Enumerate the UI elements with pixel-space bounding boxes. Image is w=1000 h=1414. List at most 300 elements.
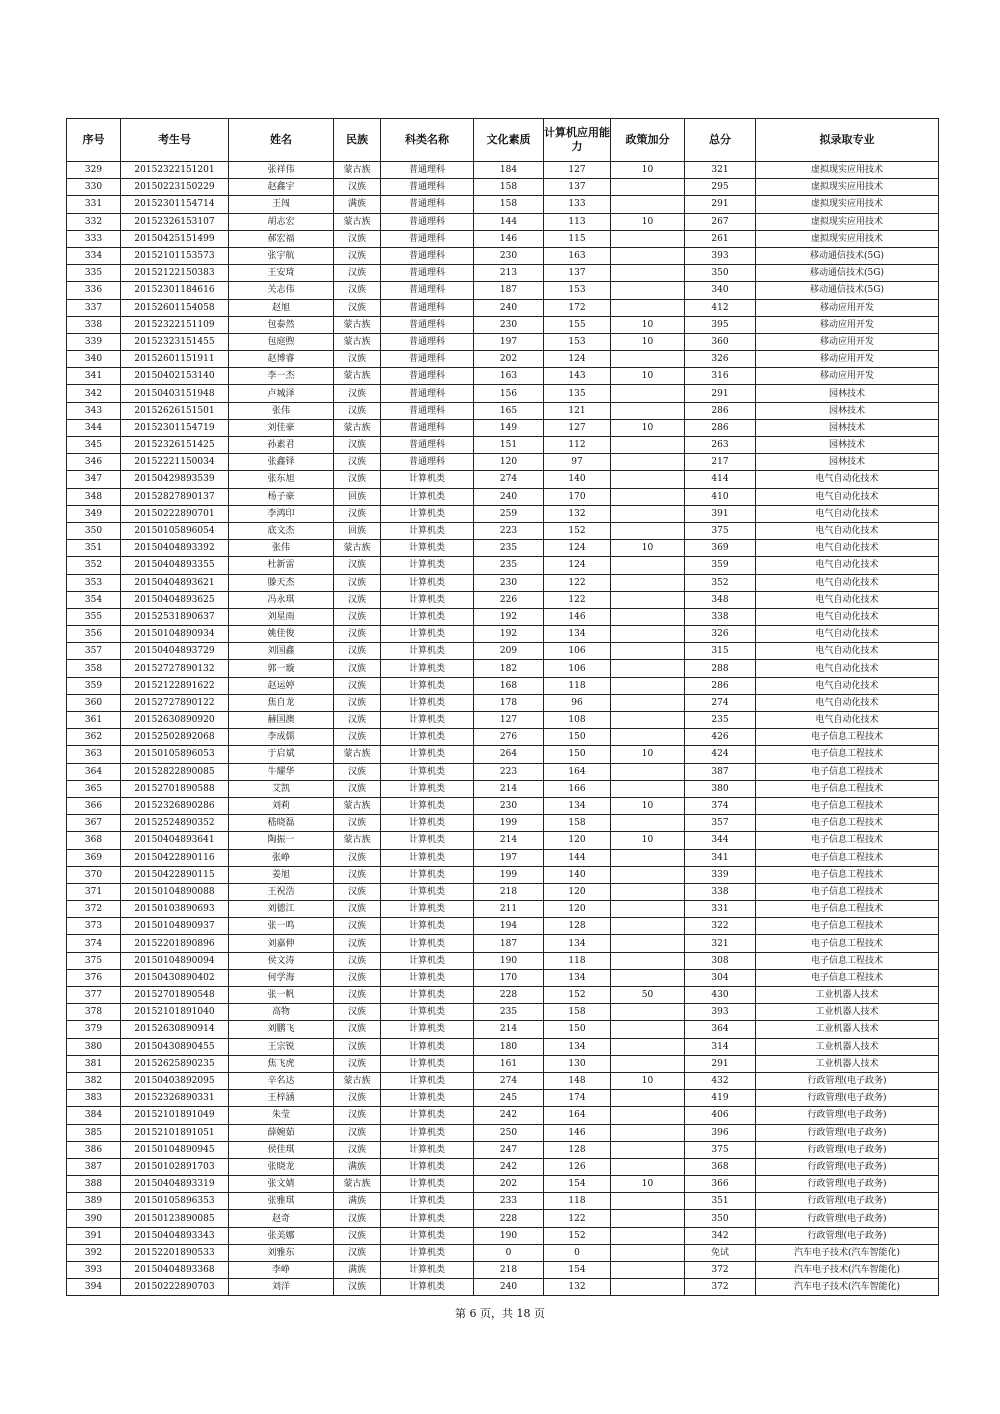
culture-score-cell: 209: [474, 643, 544, 660]
bonus-cell: [611, 402, 685, 419]
culture-score-cell: 190: [474, 952, 544, 969]
computer-score-cell: 115: [544, 230, 611, 247]
culture-score-cell: 223: [474, 763, 544, 780]
exam-number-cell: 20150403151948: [121, 385, 229, 402]
bonus-cell: [611, 1038, 685, 1055]
index-cell: 346: [67, 454, 121, 471]
bonus-cell: [611, 247, 685, 264]
computer-score-cell: 121: [544, 402, 611, 419]
index-cell: 371: [67, 883, 121, 900]
bonus-cell: [611, 1124, 685, 1141]
table-row: [67, 1055, 939, 1072]
bonus-cell: [611, 883, 685, 900]
category-cell: 计算机类: [381, 797, 474, 814]
culture-score-cell: 161: [474, 1055, 544, 1072]
culture-score-cell: 194: [474, 918, 544, 935]
table-row: [67, 952, 939, 969]
total-cell: 375: [685, 1141, 756, 1158]
table-row: [67, 505, 939, 522]
category-cell: 计算机类: [381, 1262, 474, 1279]
computer-score-cell: 170: [544, 488, 611, 505]
exam-number-cell: 20150104890945: [121, 1141, 229, 1158]
index-cell: 366: [67, 797, 121, 814]
exam-number-cell: 20152630890920: [121, 712, 229, 729]
culture-score-cell: 184: [474, 162, 544, 179]
ethnicity-cell: 汉族: [334, 591, 381, 608]
exam-number-cell: 20152502892068: [121, 729, 229, 746]
major-cell: 电子信息工程技术: [756, 969, 939, 986]
bonus-cell: [611, 918, 685, 935]
category-cell: 计算机类: [381, 471, 474, 488]
category-cell: 计算机类: [381, 1176, 474, 1193]
index-cell: 389: [67, 1193, 121, 1210]
category-cell: 普通理科: [381, 368, 474, 385]
total-cell: 360: [685, 333, 756, 350]
ethnicity-cell: 汉族: [334, 1141, 381, 1158]
bonus-cell: 10: [611, 746, 685, 763]
total-cell: 263: [685, 437, 756, 454]
category-cell: 计算机类: [381, 591, 474, 608]
name-cell: 张文婧: [229, 1176, 334, 1193]
name-cell: 冯永琪: [229, 591, 334, 608]
table-row: [67, 179, 939, 196]
culture-score-cell: 245: [474, 1090, 544, 1107]
culture-score-cell: 120: [474, 454, 544, 471]
exam-number-cell: 20150104890937: [121, 918, 229, 935]
total-cell: 314: [685, 1038, 756, 1055]
exam-number-cell: 20152122891622: [121, 677, 229, 694]
bonus-cell: [611, 1279, 685, 1296]
ethnicity-cell: 汉族: [334, 351, 381, 368]
exam-number-cell: 20150422890115: [121, 866, 229, 883]
ethnicity-cell: 汉族: [334, 626, 381, 643]
category-cell: 计算机类: [381, 746, 474, 763]
bonus-cell: [611, 437, 685, 454]
major-cell: 电子信息工程技术: [756, 763, 939, 780]
table-row: [67, 815, 939, 832]
index-cell: 363: [67, 746, 121, 763]
culture-score-cell: 213: [474, 265, 544, 282]
name-cell: 焦飞虎: [229, 1055, 334, 1072]
bonus-cell: [611, 179, 685, 196]
table-body: [67, 162, 939, 1296]
table-row: [67, 471, 939, 488]
major-cell: 工业机器人技术: [756, 987, 939, 1004]
bonus-cell: [611, 626, 685, 643]
ethnicity-cell: 汉族: [334, 712, 381, 729]
ethnicity-cell: 汉族: [334, 1227, 381, 1244]
culture-score-cell: 247: [474, 1141, 544, 1158]
name-cell: 姜旭: [229, 866, 334, 883]
bonus-cell: [611, 1107, 685, 1124]
ethnicity-cell: 汉族: [334, 265, 381, 282]
name-cell: 刘雅东: [229, 1244, 334, 1261]
ethnicity-cell: 汉族: [334, 282, 381, 299]
computer-score-cell: 124: [544, 557, 611, 574]
name-cell: 赵奇: [229, 1210, 334, 1227]
exam-number-cell: 20152326153107: [121, 213, 229, 230]
exam-number-cell: 20150222890701: [121, 505, 229, 522]
index-cell: 365: [67, 780, 121, 797]
major-cell: 电子信息工程技术: [756, 815, 939, 832]
name-cell: 张一帆: [229, 987, 334, 1004]
total-cell: 430: [685, 987, 756, 1004]
computer-score-cell: 132: [544, 505, 611, 522]
table-row: [67, 746, 939, 763]
culture-score-cell: 235: [474, 540, 544, 557]
table-row: [67, 299, 939, 316]
index-cell: 386: [67, 1141, 121, 1158]
ethnicity-cell: 蒙古族: [334, 419, 381, 436]
exam-number-cell: 20150104890094: [121, 952, 229, 969]
category-cell: 普通理科: [381, 385, 474, 402]
exam-number-cell: 20152326890331: [121, 1090, 229, 1107]
ethnicity-cell: 汉族: [334, 1021, 381, 1038]
category-cell: 计算机类: [381, 1124, 474, 1141]
category-cell: 计算机类: [381, 1004, 474, 1021]
culture-score-cell: 228: [474, 987, 544, 1004]
exam-number-cell: 20150402153140: [121, 368, 229, 385]
total-cell: 291: [685, 1055, 756, 1072]
table-row: [67, 351, 939, 368]
col-header-name: 姓名: [229, 119, 334, 162]
name-cell: 李峥: [229, 1262, 334, 1279]
index-cell: 367: [67, 815, 121, 832]
major-cell: 电子信息工程技术: [756, 952, 939, 969]
computer-score-cell: 132: [544, 1279, 611, 1296]
computer-score-cell: 154: [544, 1176, 611, 1193]
index-cell: 375: [67, 952, 121, 969]
index-cell: 331: [67, 196, 121, 213]
name-cell: 薛婉茹: [229, 1124, 334, 1141]
name-cell: 张晓龙: [229, 1158, 334, 1175]
ethnicity-cell: 汉族: [334, 694, 381, 711]
table-row: [67, 677, 939, 694]
major-cell: 虚拟现实应用技术: [756, 162, 939, 179]
major-cell: 移动应用开发: [756, 351, 939, 368]
name-cell: 杜新雷: [229, 557, 334, 574]
computer-score-cell: 174: [544, 1090, 611, 1107]
col-header-category: 科类名称: [381, 119, 474, 162]
ethnicity-cell: 汉族: [334, 729, 381, 746]
total-cell: 316: [685, 368, 756, 385]
category-cell: 计算机类: [381, 935, 474, 952]
bonus-cell: [611, 935, 685, 952]
index-cell: 378: [67, 1004, 121, 1021]
col-header-total: 总分: [685, 119, 756, 162]
bonus-cell: [611, 574, 685, 591]
bonus-cell: [611, 1244, 685, 1261]
ethnicity-cell: 蒙古族: [334, 316, 381, 333]
bonus-cell: [611, 608, 685, 625]
major-cell: 电子信息工程技术: [756, 729, 939, 746]
exam-number-cell: 20152201890896: [121, 935, 229, 952]
major-cell: 工业机器人技术: [756, 1055, 939, 1072]
name-cell: 孙素君: [229, 437, 334, 454]
computer-score-cell: 137: [544, 265, 611, 282]
table-row: [67, 712, 939, 729]
major-cell: 行政管理(电子政务): [756, 1227, 939, 1244]
computer-score-cell: 134: [544, 626, 611, 643]
culture-score-cell: 156: [474, 385, 544, 402]
ethnicity-cell: 蒙古族: [334, 797, 381, 814]
index-cell: 380: [67, 1038, 121, 1055]
culture-score-cell: 240: [474, 299, 544, 316]
category-cell: 计算机类: [381, 505, 474, 522]
table-row: [67, 729, 939, 746]
table-row: [67, 969, 939, 986]
exam-number-cell: 20150404893621: [121, 574, 229, 591]
name-cell: 李一杰: [229, 368, 334, 385]
table-row: [67, 780, 939, 797]
name-cell: 嵇晓磊: [229, 815, 334, 832]
bonus-cell: [611, 1021, 685, 1038]
bonus-cell: [611, 780, 685, 797]
computer-score-cell: 154: [544, 1262, 611, 1279]
total-cell: 396: [685, 1124, 756, 1141]
computer-score-cell: 0: [544, 1244, 611, 1261]
total-cell: 380: [685, 780, 756, 797]
major-cell: 电子信息工程技术: [756, 780, 939, 797]
category-cell: 计算机类: [381, 712, 474, 729]
category-cell: 普通理科: [381, 247, 474, 264]
index-cell: 342: [67, 385, 121, 402]
computer-score-cell: 122: [544, 1210, 611, 1227]
category-cell: 普通理科: [381, 454, 474, 471]
index-cell: 352: [67, 557, 121, 574]
name-cell: 于启斌: [229, 746, 334, 763]
total-cell: 267: [685, 213, 756, 230]
name-cell: 侯文涛: [229, 952, 334, 969]
ethnicity-cell: 汉族: [334, 608, 381, 625]
col-header-index: 序号: [67, 119, 121, 162]
ethnicity-cell: 汉族: [334, 883, 381, 900]
category-cell: 计算机类: [381, 952, 474, 969]
category-cell: 计算机类: [381, 969, 474, 986]
name-cell: 包庭煦: [229, 333, 334, 350]
table-row: [67, 162, 939, 179]
computer-score-cell: 122: [544, 574, 611, 591]
category-cell: 计算机类: [381, 1141, 474, 1158]
ethnicity-cell: 回族: [334, 522, 381, 539]
culture-score-cell: 230: [474, 797, 544, 814]
name-cell: 辛名达: [229, 1072, 334, 1089]
exam-number-cell: 20150105896054: [121, 522, 229, 539]
major-cell: 电气自动化技术: [756, 557, 939, 574]
total-cell: 410: [685, 488, 756, 505]
exam-number-cell: 20150430890402: [121, 969, 229, 986]
name-cell: 刘洋: [229, 1279, 334, 1296]
exam-number-cell: 20152301154719: [121, 419, 229, 436]
table-row: [67, 660, 939, 677]
major-cell: 电子信息工程技术: [756, 746, 939, 763]
computer-score-cell: 113: [544, 213, 611, 230]
total-cell: 286: [685, 419, 756, 436]
exam-number-cell: 20152301184616: [121, 282, 229, 299]
bonus-cell: [611, 849, 685, 866]
table-row: [67, 557, 939, 574]
total-cell: 338: [685, 608, 756, 625]
computer-score-cell: 135: [544, 385, 611, 402]
ethnicity-cell: 满族: [334, 1158, 381, 1175]
culture-score-cell: 230: [474, 574, 544, 591]
name-cell: 艾凯: [229, 780, 334, 797]
index-cell: 383: [67, 1090, 121, 1107]
index-cell: 348: [67, 488, 121, 505]
culture-score-cell: 163: [474, 368, 544, 385]
index-cell: 351: [67, 540, 121, 557]
table-row: [67, 437, 939, 454]
culture-score-cell: 250: [474, 1124, 544, 1141]
table-row: [67, 935, 939, 952]
category-cell: 计算机类: [381, 608, 474, 625]
exam-number-cell: 20150422890116: [121, 849, 229, 866]
exam-number-cell: 20152326151425: [121, 437, 229, 454]
exam-number-cell: 20150102891703: [121, 1158, 229, 1175]
major-cell: 行政管理(电子政务): [756, 1176, 939, 1193]
culture-score-cell: 192: [474, 626, 544, 643]
culture-score-cell: 242: [474, 1107, 544, 1124]
category-cell: 普通理科: [381, 419, 474, 436]
culture-score-cell: 0: [474, 1244, 544, 1261]
culture-score-cell: 214: [474, 832, 544, 849]
computer-score-cell: 140: [544, 866, 611, 883]
bonus-cell: [611, 505, 685, 522]
ethnicity-cell: 汉族: [334, 1004, 381, 1021]
bonus-cell: [611, 952, 685, 969]
computer-score-cell: 155: [544, 316, 611, 333]
total-cell: 419: [685, 1090, 756, 1107]
index-cell: 391: [67, 1227, 121, 1244]
computer-score-cell: 158: [544, 815, 611, 832]
major-cell: 园林技术: [756, 437, 939, 454]
table-row: [67, 574, 939, 591]
bonus-cell: [611, 265, 685, 282]
total-cell: 391: [685, 505, 756, 522]
name-cell: 赵运婷: [229, 677, 334, 694]
name-cell: 何学海: [229, 969, 334, 986]
category-cell: 普通理科: [381, 230, 474, 247]
exam-number-cell: 20150404893729: [121, 643, 229, 660]
index-cell: 350: [67, 522, 121, 539]
exam-number-cell: 20150103890693: [121, 901, 229, 918]
category-cell: 普通理科: [381, 213, 474, 230]
index-cell: 332: [67, 213, 121, 230]
culture-score-cell: 218: [474, 883, 544, 900]
index-cell: 362: [67, 729, 121, 746]
exam-number-cell: 20152322151201: [121, 162, 229, 179]
exam-number-cell: 20152625890235: [121, 1055, 229, 1072]
name-cell: 卢城泽: [229, 385, 334, 402]
category-cell: 计算机类: [381, 557, 474, 574]
table-row: [67, 1021, 939, 1038]
exam-number-cell: 20152101891040: [121, 1004, 229, 1021]
table-row: [67, 1124, 939, 1141]
exam-number-cell: 20152122150383: [121, 265, 229, 282]
name-cell: 郭一璇: [229, 660, 334, 677]
table-row: [67, 987, 939, 1004]
computer-score-cell: 118: [544, 1193, 611, 1210]
table-row: [67, 196, 939, 213]
computer-score-cell: 152: [544, 1227, 611, 1244]
index-cell: 341: [67, 368, 121, 385]
computer-score-cell: 126: [544, 1158, 611, 1175]
category-cell: 计算机类: [381, 1055, 474, 1072]
ethnicity-cell: 汉族: [334, 677, 381, 694]
bonus-cell: [611, 712, 685, 729]
name-cell: 王梓涵: [229, 1090, 334, 1107]
culture-score-cell: 127: [474, 712, 544, 729]
ethnicity-cell: 汉族: [334, 763, 381, 780]
bonus-cell: [611, 763, 685, 780]
total-cell: 372: [685, 1262, 756, 1279]
culture-score-cell: 276: [474, 729, 544, 746]
major-cell: 移动应用开发: [756, 368, 939, 385]
computer-score-cell: 128: [544, 918, 611, 935]
category-cell: 计算机类: [381, 1090, 474, 1107]
col-header-exam-number: 考生号: [121, 119, 229, 162]
name-cell: 焦自龙: [229, 694, 334, 711]
computer-score-cell: 163: [544, 247, 611, 264]
name-cell: 滕天杰: [229, 574, 334, 591]
index-cell: 368: [67, 832, 121, 849]
culture-score-cell: 214: [474, 780, 544, 797]
computer-score-cell: 133: [544, 196, 611, 213]
table-row: [67, 626, 939, 643]
computer-score-cell: 120: [544, 832, 611, 849]
ethnicity-cell: 蒙古族: [334, 746, 381, 763]
culture-score-cell: 223: [474, 522, 544, 539]
major-cell: 虚拟现实应用技术: [756, 179, 939, 196]
ethnicity-cell: 汉族: [334, 247, 381, 264]
category-cell: 普通理科: [381, 282, 474, 299]
index-cell: 388: [67, 1176, 121, 1193]
major-cell: 移动通信技术(5G): [756, 282, 939, 299]
category-cell: 计算机类: [381, 540, 474, 557]
bonus-cell: [611, 1210, 685, 1227]
name-cell: 刘国鑫: [229, 643, 334, 660]
table-row: [67, 540, 939, 557]
exam-number-cell: 20150404893343: [121, 1227, 229, 1244]
major-cell: 电子信息工程技术: [756, 918, 939, 935]
computer-score-cell: 166: [544, 780, 611, 797]
computer-score-cell: 148: [544, 1072, 611, 1089]
computer-score-cell: 150: [544, 729, 611, 746]
total-cell: 414: [685, 471, 756, 488]
major-cell: 电子信息工程技术: [756, 832, 939, 849]
total-cell: 217: [685, 454, 756, 471]
index-cell: 364: [67, 763, 121, 780]
total-cell: 295: [685, 179, 756, 196]
index-cell: 337: [67, 299, 121, 316]
culture-score-cell: 192: [474, 608, 544, 625]
bonus-cell: [611, 385, 685, 402]
table-row: [67, 694, 939, 711]
name-cell: 刘嘉伸: [229, 935, 334, 952]
total-cell: 372: [685, 1279, 756, 1296]
culture-score-cell: 202: [474, 351, 544, 368]
index-cell: 333: [67, 230, 121, 247]
total-cell: 366: [685, 1176, 756, 1193]
category-cell: 计算机类: [381, 1038, 474, 1055]
table-row: [67, 1072, 939, 1089]
index-cell: 394: [67, 1279, 121, 1296]
index-cell: 370: [67, 866, 121, 883]
major-cell: 移动应用开发: [756, 299, 939, 316]
major-cell: 工业机器人技术: [756, 1004, 939, 1021]
bonus-cell: 10: [611, 419, 685, 436]
exam-number-cell: 20150404893392: [121, 540, 229, 557]
